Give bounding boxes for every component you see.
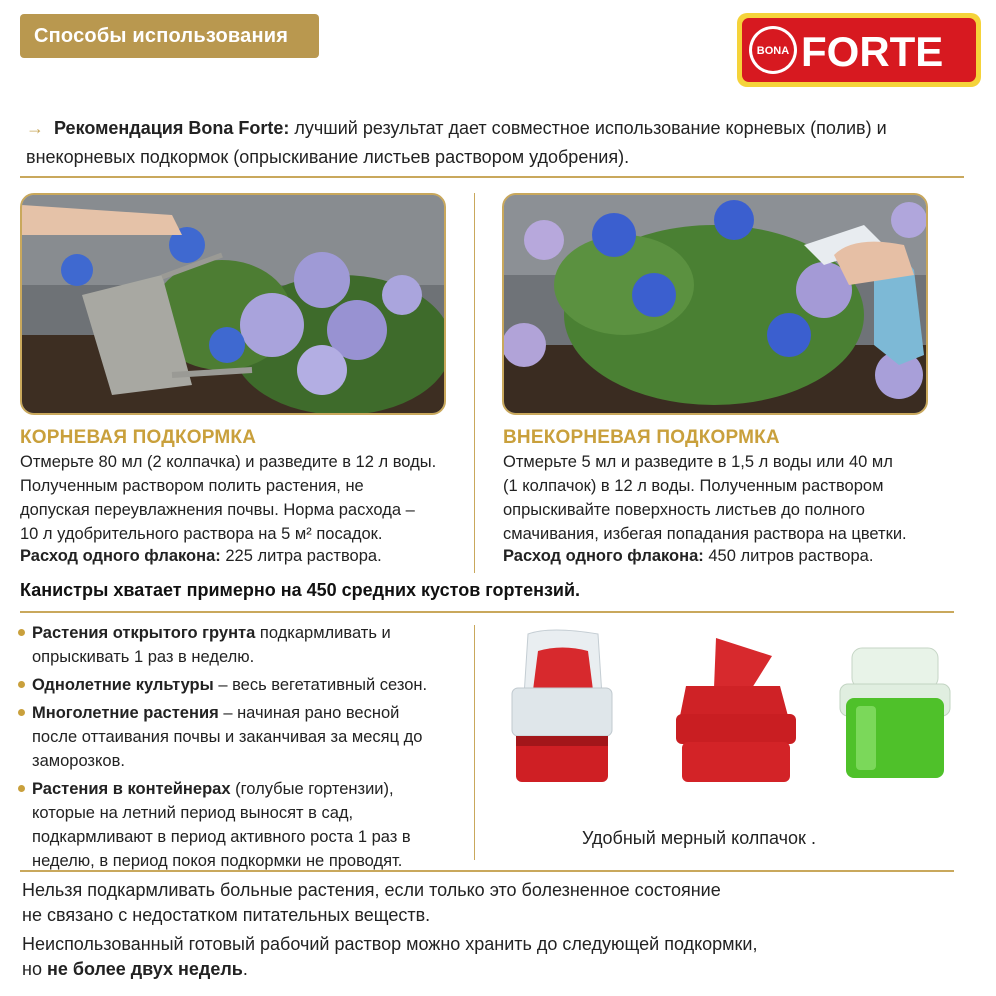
list-item-text: неделю, в период покоя подкормки не проводят.	[32, 852, 403, 870]
bullet-dot-icon	[18, 629, 25, 636]
root-feeding-photo	[20, 193, 446, 415]
svg-text:BONA: BONA	[756, 45, 790, 57]
list-item	[18, 777, 463, 873]
list-item	[18, 673, 463, 697]
foliar-usage	[503, 547, 873, 566]
bullet-dot-icon	[18, 681, 25, 688]
root-line: 10 л удобрительного раствора на 5 м² посадок.	[20, 525, 383, 543]
recommendation-lead: Рекомендация Bona Forte:	[54, 118, 290, 138]
bottom-divider	[20, 870, 954, 872]
list-item-text: опрыскивать 1 раз в неделю.	[32, 648, 255, 666]
arrow-right-icon: →	[26, 118, 44, 138]
note-text: но	[22, 959, 42, 979]
note-text: .	[242, 959, 248, 979]
bona-forte-logo	[737, 13, 981, 87]
foliar-line: опрыскивайте поверхность листьев до полного	[503, 501, 865, 519]
foliar-line: (1 колпачок) в 12 л воды. Полученным раствором	[503, 477, 884, 495]
usage-schedule-list	[18, 621, 463, 877]
foliar-feeding-photo	[502, 193, 928, 415]
top-divider	[20, 176, 964, 178]
list-item-bold: Растения в контейнерах	[32, 780, 231, 798]
measuring-cap-caption: Удобный мерный колпачок .	[582, 828, 816, 848]
note-line: Нельзя подкармливать больные растения, если только это болезненное состояние	[22, 880, 721, 900]
storage-note	[22, 932, 952, 982]
list-item-text: которые на летний период выносят в сад,	[32, 804, 354, 822]
root-usage-label: Расход одного флакона:	[20, 547, 221, 565]
note-line: не связано с недостатком питательных веществ.	[22, 905, 431, 925]
canister-coverage: Канистры хватает примерно на 450 средних кустов гортензий.	[20, 580, 581, 600]
foliar-feeding-title: ВНЕКОРНЕВАЯ ПОДКОРМКА	[503, 427, 780, 448]
list-item-text: подкармливают в период активного роста 1 раз в	[32, 828, 411, 846]
list-item-text: – весь вегетативный сезон.	[218, 676, 428, 694]
list-item-text: заморозков.	[32, 752, 125, 770]
list-item-text: (голубые гортензии),	[235, 780, 394, 798]
root-usage-value: 225 литра раствора.	[225, 547, 382, 565]
list-item-text: – начиная рано весной	[223, 704, 400, 722]
columns-divider	[474, 193, 475, 573]
foliar-feeding-description	[503, 450, 983, 546]
list-item-bold: Многолетние растения	[32, 704, 219, 722]
list-item-text: после оттаивания почвы и заканчивая за месяц до	[32, 728, 423, 746]
recommendation-text	[26, 114, 946, 172]
recommendation-body: лучший результат дает совместное использование корневых (полив) и внекорневых подкормок (опрыскивание листьев раствором удобрения).	[26, 118, 887, 167]
foliar-line: Отмерьте 5 мл и разведите в 1,5 л воды или 40 мл	[503, 453, 893, 471]
foliar-usage-value: 450 литров раствора.	[708, 547, 874, 565]
measuring-caps-illustration	[490, 626, 980, 796]
middle-divider	[20, 611, 954, 613]
list-item-bold: Однолетние культуры	[32, 676, 214, 694]
root-usage	[20, 547, 382, 566]
section-header: Способы использования	[20, 14, 319, 58]
root-feeding-description	[20, 450, 470, 546]
lower-columns-divider	[474, 625, 475, 860]
list-item	[18, 621, 463, 669]
foliar-line: смачивания, избегая попадания раствора на цветки.	[503, 525, 907, 543]
svg-text:FORTE: FORTE	[801, 28, 944, 75]
note-bold: не более двух недель	[46, 959, 243, 979]
list-item-text: подкармливать и	[259, 624, 391, 642]
foliar-usage-label: Расход одного флакона:	[503, 547, 704, 565]
note-line: Неиспользованный готовый рабочий раствор можно хранить до следующей подкормки,	[22, 934, 758, 954]
root-line: допуская переувлажнения почвы. Норма расхода –	[20, 501, 415, 519]
root-feeding-title: КОРНЕВАЯ ПОДКОРМКА	[20, 427, 257, 448]
list-item	[18, 701, 463, 773]
note-line	[22, 957, 952, 982]
bullet-dot-icon	[18, 785, 25, 792]
root-line: Отмерьте 80 мл (2 колпачка) и разведите в 12 л воды.	[20, 453, 437, 471]
root-line: Полученным раствором полить растения, не	[20, 477, 364, 495]
bullet-dot-icon	[18, 709, 25, 716]
list-item-bold: Растения открытого грунта	[32, 624, 256, 642]
sick-plants-note	[22, 878, 952, 928]
